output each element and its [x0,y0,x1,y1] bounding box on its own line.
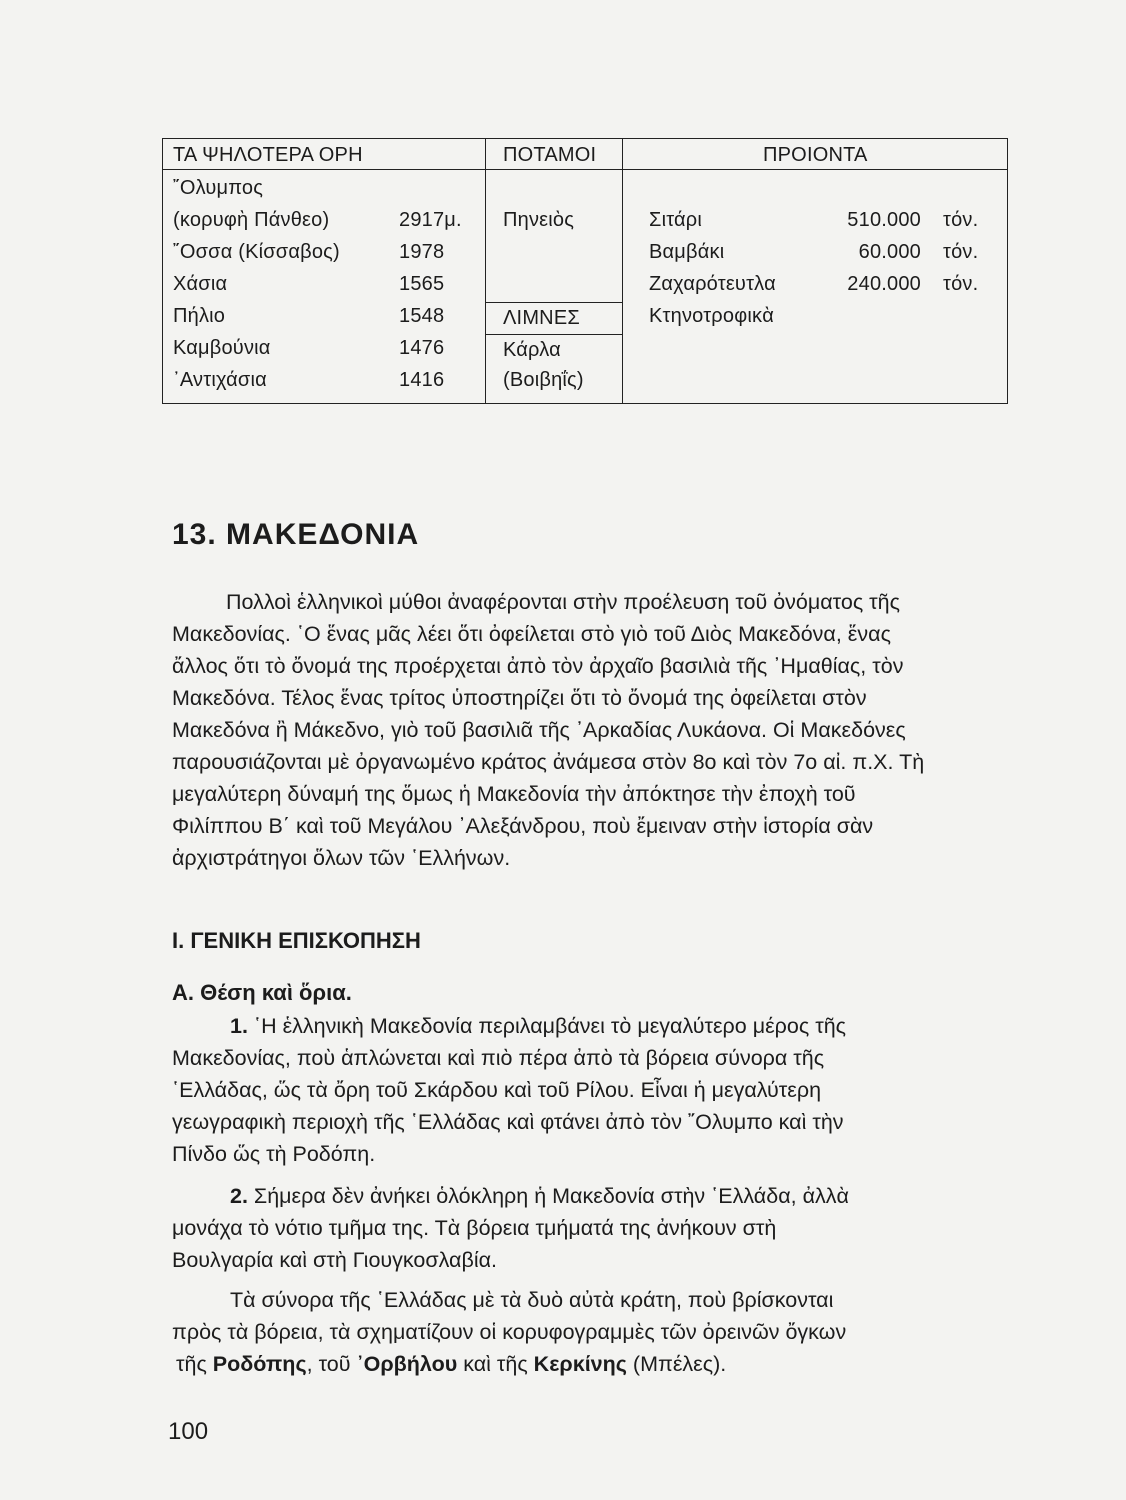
mountain-height: 1476 [399,337,445,359]
mountain-name: Χάσια [173,273,228,295]
page-number: 100 [168,1418,209,1445]
mountain-height: 2917μ. [399,209,462,231]
kerkini-name: Κερκίνης [533,1352,627,1376]
product-unit: τόν. [943,209,979,231]
text-line: γεωγραφικὴ περιοχὴ τῆς ῾Ελλάδας καὶ φτάνει ἀπὸ τὸν ῎Ολυμπο καὶ τὴν [172,1110,844,1134]
mountain-name: ᾿Αντιχάσια [173,369,267,391]
text-line: ἄλλος ὅτι τὸ ὄνομά της προέρχεται ἀπὸ τὸν ἀρχαῖο βασιλιὰ τῆς ᾿Ημαθίας, τὸν [172,654,904,678]
chapter-title: 13. ΜΑΚΕΔΟΝΙΑ [172,518,420,551]
paragraph-number: 1. [230,1014,248,1038]
text-line: Μακεδόνα. Τέλος ἕνας τρίτος ὑποστηρίζει ὅτι τὸ ὄνομά της ὀφείλεται στὸν [172,686,867,710]
text-fragment: τῆς [176,1352,213,1376]
table-divider [622,139,623,403]
text-line: παρουσιάζονται μὲ ὀργανωμένο κράτος ἀνάμεσα στὸν 8ο καὶ τὸν 7ο αἰ. π.Χ. Τὴ [172,750,925,774]
text-fragment: , τοῦ [306,1352,357,1376]
product-unit: τόν. [943,273,979,295]
text-fragment: καὶ τῆς [457,1352,534,1376]
text-line: Μακεδονίας. ῾Ο ἕνας μᾶς λέει ὅτι ὀφείλεται στὸ γιὸ τοῦ Διὸς Μακεδόνα, ἕνας [172,622,891,646]
rhodope-name: Ροδόπης [212,1352,307,1376]
mountain-height: 1548 [399,305,445,327]
mountain-name: ῎Οσσα (Κίσσαβος) [173,241,340,263]
text-line: μονάχα τὸ νότιο τμῆμα της. Τὰ βόρεια τμήματά της ἀνήκουν στὴ [172,1216,777,1240]
lakes-header: ΛΙΜΝΕΣ [503,307,580,329]
mountain-height: 1978 [399,241,445,263]
text-line [172,1010,1017,1042]
header-rivers: ΠΟΤΑΜΟΙ [503,144,597,166]
mountain-name: ῎Ολυμπος [173,177,264,199]
product-name: Ζαχαρότευτλα [649,273,776,295]
paragraph-1 [172,1010,1017,1170]
summary-table [162,138,1008,404]
text-fragment: ῾Η ἑλληνικὴ Μακεδονία περιλαμβάνει τὸ μεγαλύτερο μέρος τῆς [247,1014,847,1038]
mountain-height: 1416 [399,369,445,391]
mountain-height: 1565 [399,273,445,295]
paragraph-3 [172,1284,1017,1380]
paragraph-2 [172,1180,1017,1276]
orvilos-name: ᾿Ορβήλου [356,1352,458,1376]
text-fragment: (Μπέλες). [626,1352,727,1376]
lakes-rule [485,334,622,335]
text-line [172,1180,1017,1212]
product-name: Κτηνοτροφικὰ [649,305,774,327]
text-line: Πίνδο ὥς τὴ Ροδόπη. [172,1142,376,1166]
header-products: ΠΡΟΙΟΝΤΑ [763,144,868,166]
header-mountains: ΤΑ ΨΗΛΟΤΕΡΑ ΟΡΗ [173,144,363,166]
product-name: Βαμβάκι [649,241,725,263]
section-title: Ι. ΓΕΝΙΚΗ ΕΠΙΣΚΟΠΗΣΗ [172,928,421,953]
text-fragment: Σήμερα δὲν ἀνήκει ὁλόκληρη ἡ Μακεδονία στὴν ῾Ελλάδα, ἀλλὰ [247,1184,849,1208]
product-amount: 510.000 [847,209,921,231]
text-line: ἀρχιστράτηγοι ὅλων τῶν ῾Ελλήνων. [172,846,511,870]
lake-name: Κάρλα [503,339,561,361]
text-line: ῾Ελλάδας, ὥς τὰ ὄρη τοῦ Σκάρδου καὶ τοῦ Ρίλου. Εἶναι ἡ μεγαλύτερη [172,1078,822,1102]
text-line: Φιλίππου Β΄ καὶ τοῦ Μεγάλου ᾿Αλεξάνδρου, ποὺ ἔμειναν στὴν ἱστορία σὰν [172,814,874,838]
text-line: Μακεδόνα ἢ Μάκεδνο, γιὸ τοῦ βασιλιᾶ τῆς ᾿Αρκαδίας Λυκάονα. Οἱ Μακεδόνες [172,718,906,742]
lakes-rule [485,302,622,303]
product-unit: τόν. [943,241,979,263]
product-name: Σιτάρι [649,209,703,231]
mountain-name: Καμβούνια [173,337,271,359]
table-header-rule [163,169,1007,170]
river-name: Πηνειὸς [503,209,575,231]
text-line [172,1348,1017,1380]
text-line: Πολλοὶ ἑλληνικοὶ μύθοι ἀναφέρονται στὴν προέλευση τοῦ ὀνόματος τῆς [226,590,900,614]
subsection-title: Α. Θέση καὶ ὅρια. [172,980,352,1005]
mountain-name: (κορυφὴ Πάνθεο) [173,209,330,231]
text-line: Μακεδονίας, ποὺ ἁπλώνεται καὶ πιὸ πέρα ἀπὸ τὰ βόρεια σύνορα τῆς [172,1046,825,1070]
table-divider [485,139,486,403]
product-amount: 240.000 [847,273,921,295]
lake-name: (Βοιβηΐς) [503,369,584,391]
mountain-name: Πήλιο [173,305,226,327]
paragraph-number: 2. [230,1184,248,1208]
product-amount: 60.000 [858,241,921,263]
text-line: μεγαλύτερη δύναμή της ὅμως ἡ Μακεδονία τὴν ἀπόκτησε τὴν ἐποχὴ τοῦ [172,782,856,806]
intro-paragraph [172,586,1017,874]
text-line: Βουλγαρία καὶ στὴ Γιουγκοσλαβία. [172,1248,498,1272]
text-line: Τὰ σύνορα τῆς ῾Ελλάδας μὲ τὰ δυὸ αὐτὰ κράτη, ποὺ βρίσκονται [230,1288,834,1312]
text-line: πρὸς τὰ βόρεια, τὰ σχηματίζουν οἱ κορυφογραμμὲς τῶν ὀρεινῶν ὄγκων [172,1320,847,1344]
